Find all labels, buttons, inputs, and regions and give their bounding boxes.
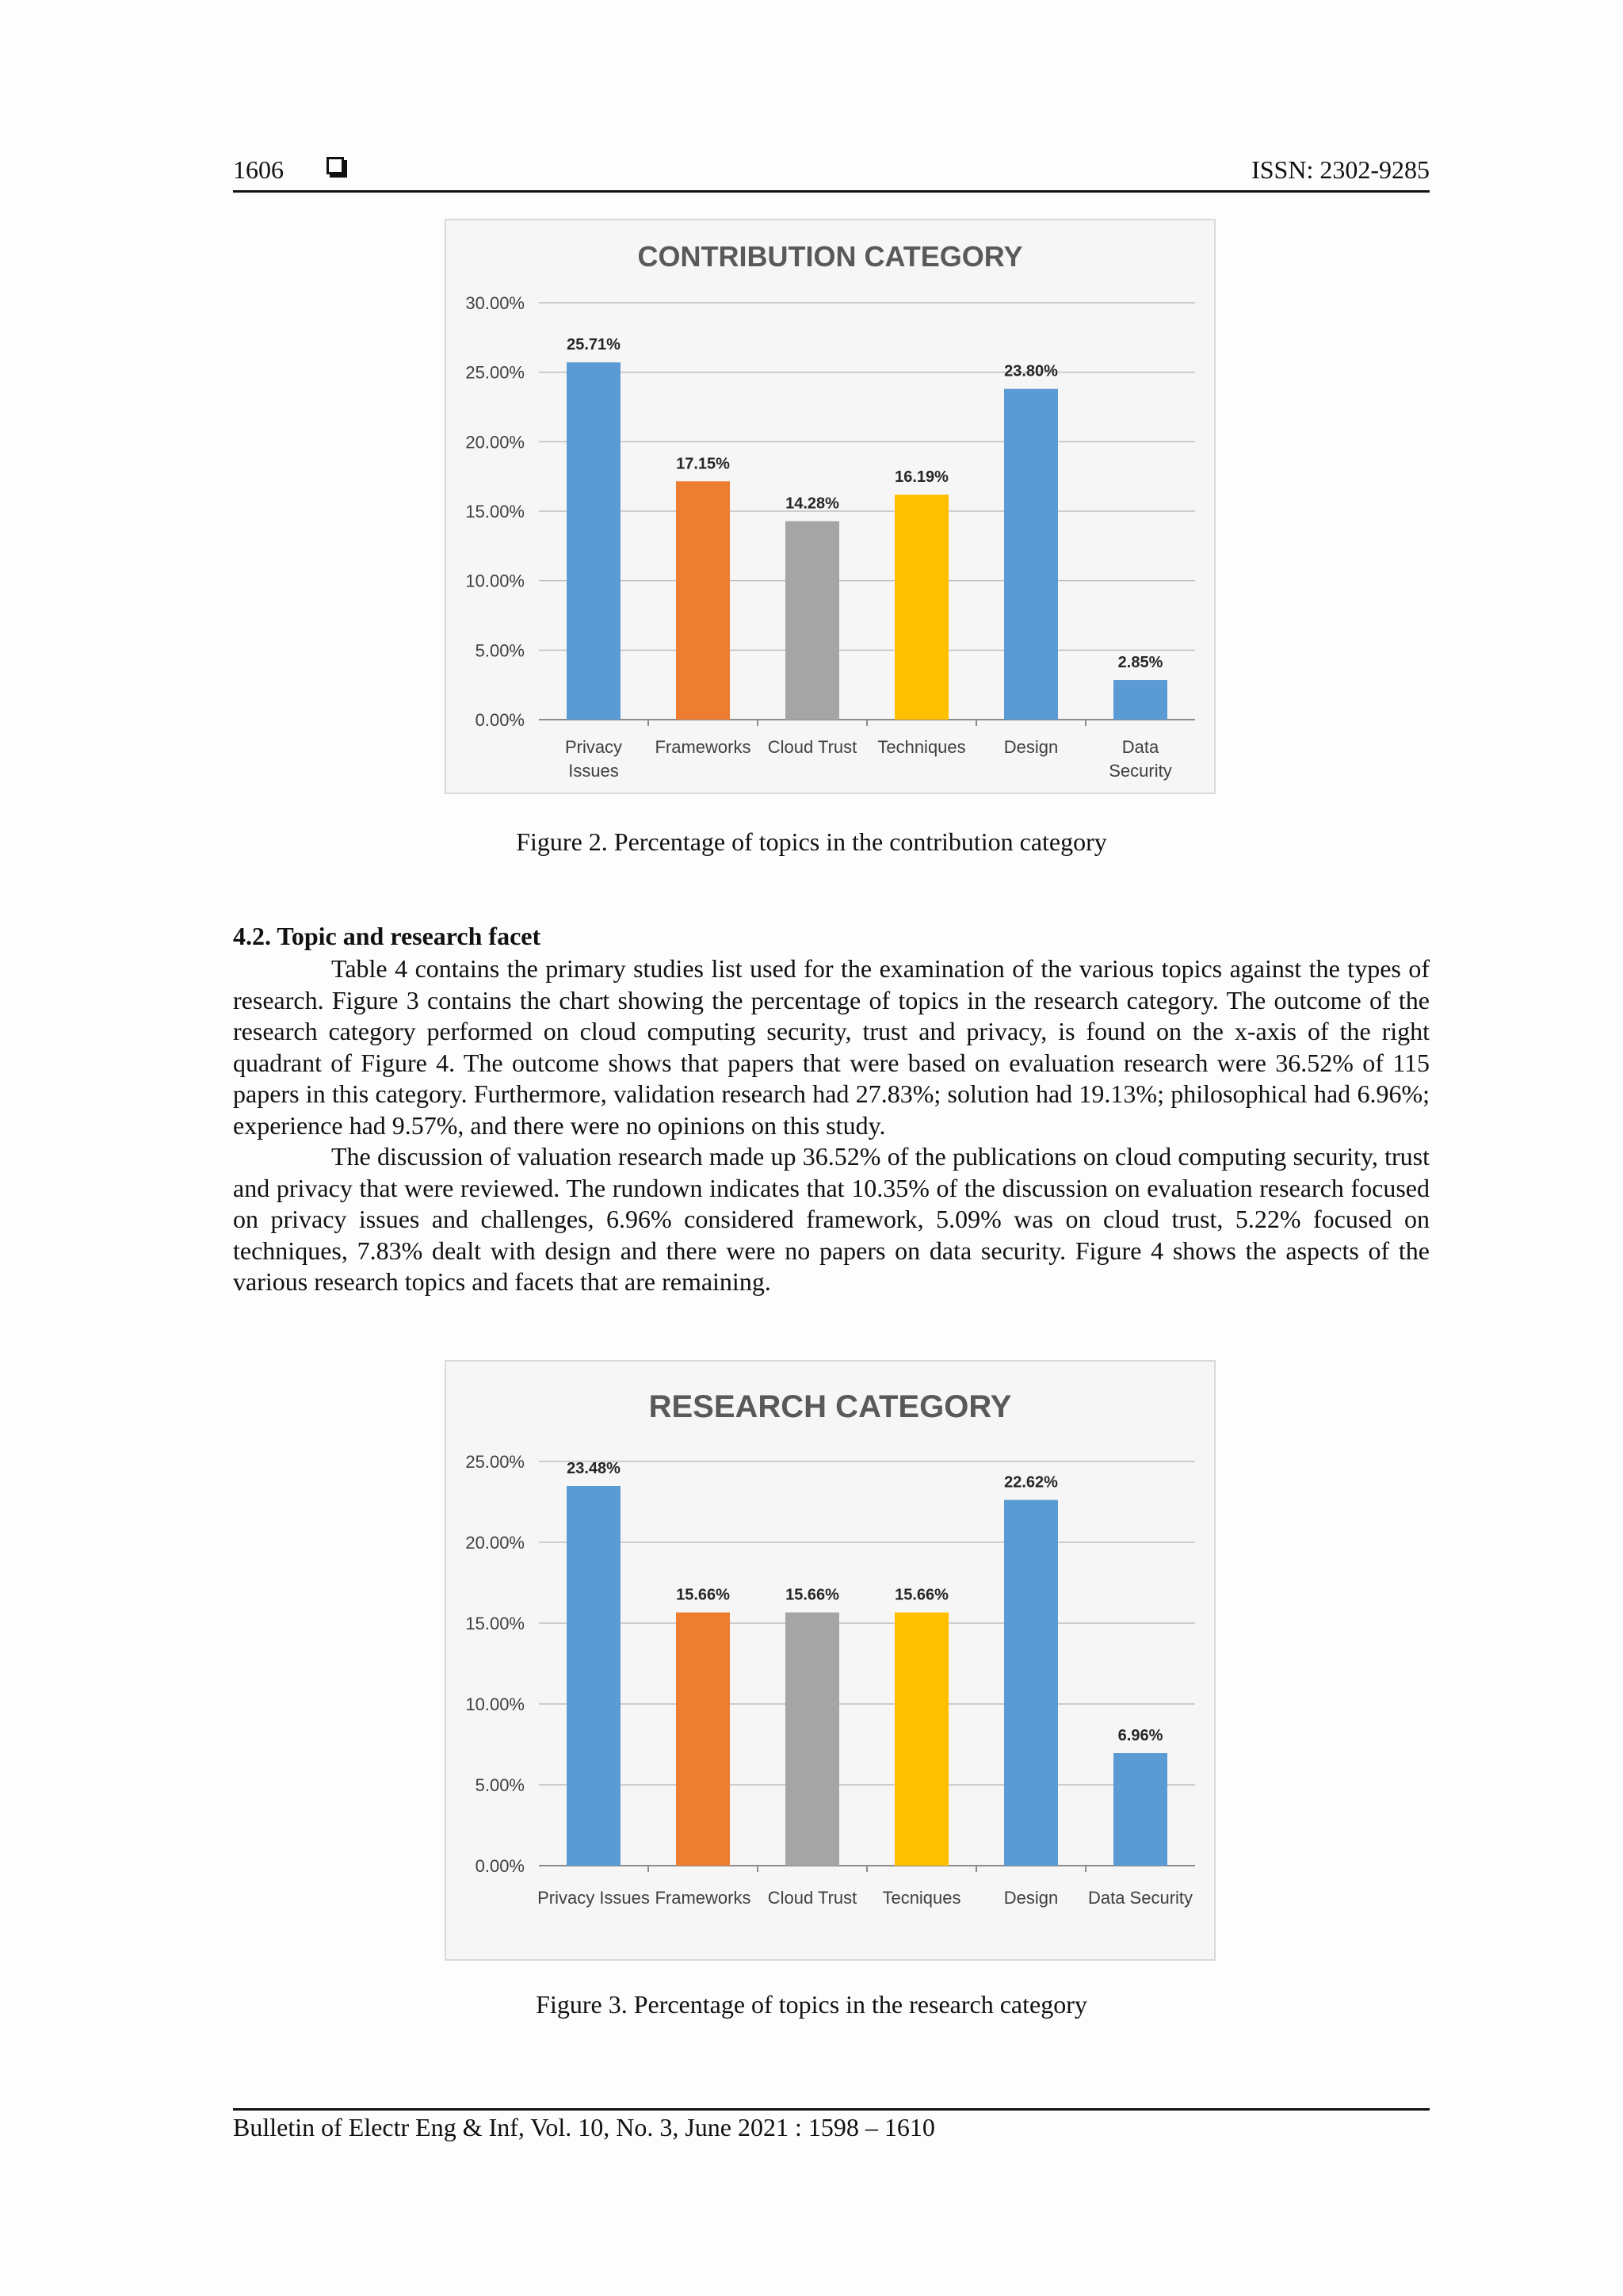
bar (1113, 1753, 1167, 1866)
footer-rule (233, 2108, 1430, 2111)
category-label: Cloud Trust (767, 1888, 857, 1908)
category-label: Frameworks (655, 737, 751, 757)
category-label: Data Security (1087, 1888, 1193, 1908)
bar (895, 1613, 949, 1866)
bar (1113, 680, 1167, 720)
y-tick-label: 5.00% (475, 1775, 525, 1795)
data-label: 23.80% (1004, 362, 1058, 380)
y-tick-label: 30.00% (465, 293, 525, 313)
data-label: 14.28% (785, 495, 839, 513)
footer-citation: Bulletin of Electr Eng & Inf, Vol. 10, No. 3, June 2021 : 1598 – 1610 (233, 2113, 935, 2141)
data-label: 23.48% (567, 1460, 621, 1478)
data-label: 16.19% (895, 468, 949, 487)
section-heading: 4.2. Topic and research facet (233, 922, 541, 950)
data-label: 2.85% (1117, 654, 1163, 672)
bar (785, 1613, 839, 1866)
y-tick-label: 15.00% (465, 502, 525, 521)
box-bullet-icon (327, 157, 344, 174)
chart-title: CONTRIBUTION CATEGORY (637, 240, 1023, 273)
category-label: Tecniques (882, 1888, 961, 1908)
y-tick-label: 5.00% (475, 640, 525, 661)
page-number: 1606 (233, 155, 284, 184)
y-tick-label: 25.00% (465, 1452, 525, 1472)
bar (676, 481, 730, 720)
data-label: 15.66% (676, 1586, 730, 1604)
contribution-category-chart (446, 220, 1214, 793)
bar (676, 1613, 730, 1866)
y-tick-label: 10.00% (465, 571, 525, 591)
y-tick-label: 10.00% (465, 1694, 525, 1714)
data-label: 15.66% (785, 1586, 839, 1604)
y-tick-label: 20.00% (465, 432, 525, 453)
figure-3-caption: Figure 3. Percentage of topics in the research category (536, 1990, 1087, 2019)
data-label: 17.15% (676, 455, 730, 473)
bar (785, 521, 839, 720)
category-label: Design (1003, 1888, 1059, 1908)
issn-label: ISSN: 2302-9285 (1251, 155, 1430, 184)
figure-3-chart (445, 1360, 1216, 1961)
category-label: Privacy (564, 737, 623, 757)
data-label: 22.62% (1004, 1473, 1058, 1492)
data-label: 6.96% (1117, 1727, 1163, 1745)
page-header (233, 151, 1430, 193)
y-tick-label: 20.00% (465, 1533, 525, 1553)
category-label: Privacy Issues (537, 1888, 650, 1908)
y-tick-label: 15.00% (465, 1614, 525, 1633)
bar (895, 495, 949, 720)
bar (567, 362, 621, 720)
category-label: Cloud Trust (767, 737, 857, 757)
paragraph-1: Table 4 contains the primary studies list used for the examination of the various topics against the types of research. Figure 3 contains the chart showing the percentage of topics in the research category. The outcome of the research category performed on cloud computing security, trust and privacy, is found on the x-axis of the right quadrant of Figure 4. The outcome shows that papers that were based on evaluation research were 36.52% of 115 papers in this category. Furthermore, validation research had 27.83%; solution had 19.13%; philosophical had 6.96%; experience had 9.57%, and there were no opinions on this study. (233, 954, 1430, 1140)
category-label: Frameworks (655, 1888, 751, 1908)
category-label: Issues (568, 761, 619, 781)
bar (567, 1486, 621, 1866)
chart-title: RESEARCH CATEGORY (648, 1389, 1012, 1424)
data-label: 25.71% (567, 336, 621, 354)
category-label: Security (1109, 761, 1172, 781)
data-label: 15.66% (895, 1586, 949, 1604)
figure-2-caption: Figure 2. Percentage of topics in the contribution category (516, 827, 1107, 856)
y-tick-label: 0.00% (475, 1856, 525, 1876)
bar (1004, 389, 1058, 720)
research-category-chart (446, 1362, 1214, 1959)
category-label: Techniques (877, 737, 966, 757)
bar (1004, 1500, 1058, 1866)
category-label: Data (1121, 737, 1159, 757)
y-tick-label: 25.00% (465, 362, 525, 383)
y-tick-label: 0.00% (475, 710, 525, 730)
paragraph-2: The discussion of valuation research made up 36.52% of the publications on cloud computing security, trust and privacy that were reviewed. The rundown indicates that 10.35% of the discussion on evaluation research focused on privacy issues and challenges, 6.96% considered framework, 5.09% was on cloud trust, 5.22% focused on techniques, 7.83% dealt with design and there were no papers on data security. Figure 4 shows the aspects of the various research topics and facets that are remaining. (233, 1142, 1430, 1296)
category-label: Design (1003, 737, 1059, 757)
figure-2-chart (445, 219, 1216, 794)
